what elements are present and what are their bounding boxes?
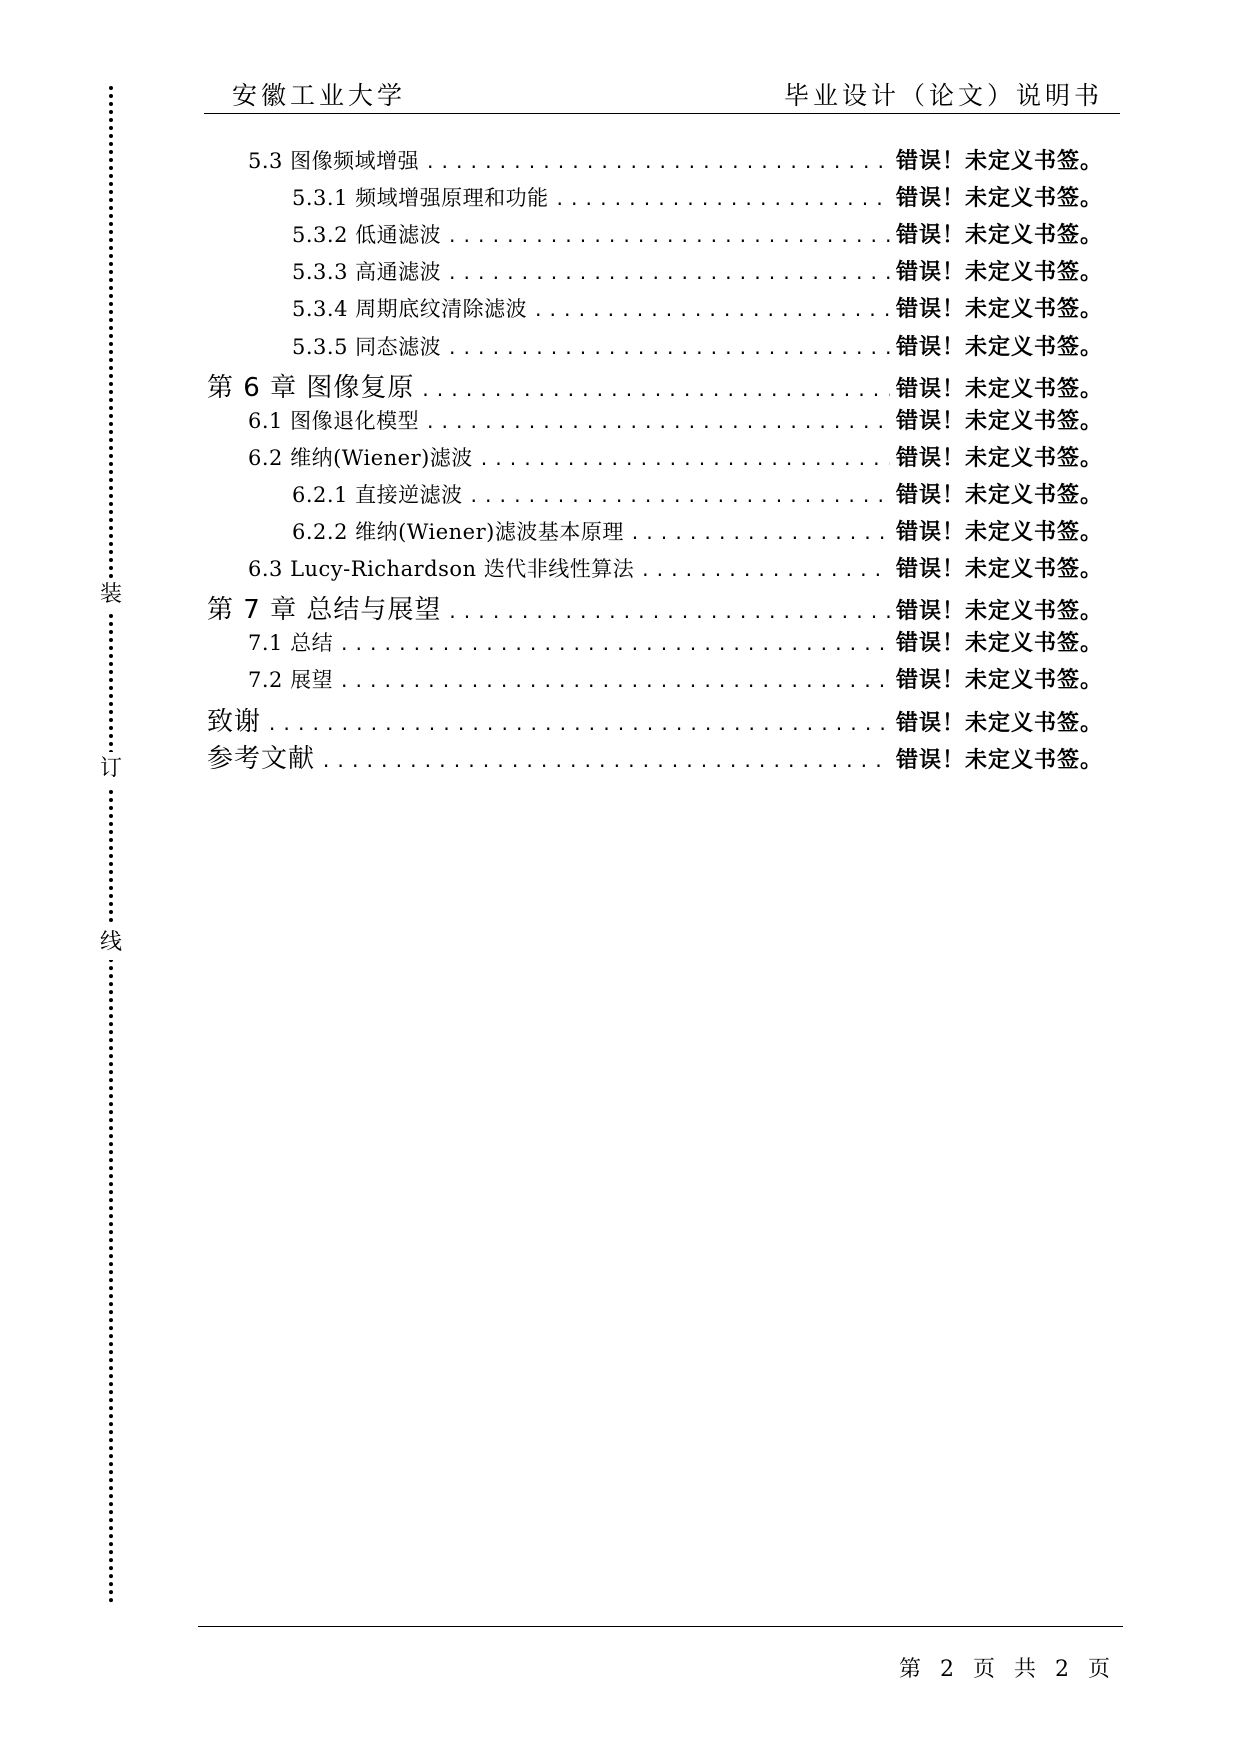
toc-entry[interactable] — [292, 292, 1103, 329]
toc-entry-page-ref: 错误！未定义书签。 — [895, 334, 1103, 360]
toc-entry[interactable] — [207, 367, 1103, 404]
binding-dotted-line — [109, 86, 113, 1604]
header-university: 安徽工业大学 — [232, 81, 407, 110]
toc-entry[interactable] — [292, 515, 1103, 552]
toc-entry-page-ref: 错误！未定义书签。 — [895, 223, 1103, 249]
toc-dot-leader — [339, 672, 890, 692]
toc-entry[interactable] — [248, 663, 1103, 700]
toc-entry-label: 第 6 章 图像复原 — [207, 372, 415, 403]
toc-entry-page-ref: 错误！未定义书签。 — [895, 482, 1103, 508]
toc-dot-leader — [425, 413, 890, 433]
toc-entry-page-ref: 错误！未定义书签。 — [895, 408, 1103, 434]
toc-entry-label: 5.3 图像频域增强 — [248, 149, 420, 173]
toc-entry-page-ref: 错误！未定义书签。 — [895, 149, 1103, 174]
page-number: 第 2 页 共 2 页 — [899, 1657, 1116, 1682]
toc-entry-label: 7.2 展望 — [248, 668, 334, 693]
toc-entry-label: 6.2.1 直接逆滤波 — [292, 482, 463, 507]
toc-dot-leader — [447, 264, 890, 284]
toc-dot-leader — [420, 381, 890, 401]
toc-entry-label: 5.3.3 高通滤波 — [292, 260, 442, 285]
toc-dot-leader — [267, 715, 890, 735]
toc-entry[interactable] — [248, 404, 1103, 441]
toc-entry[interactable] — [292, 330, 1103, 367]
toc-entry[interactable] — [248, 626, 1103, 663]
toc-entry-label: 5.3.4 周期底纹清除滤波 — [292, 297, 528, 322]
toc-entry-page-ref: 错误！未定义书签。 — [895, 520, 1103, 545]
toc-entry-label: 7.1 总结 — [248, 631, 334, 656]
toc-entry-label: 致谢 — [207, 706, 262, 737]
toc-entry[interactable] — [292, 478, 1103, 515]
toc-entry[interactable] — [248, 441, 1103, 478]
toc-dot-leader — [533, 301, 890, 321]
toc-entry-page-ref: 错误！未定义书签。 — [895, 376, 1103, 402]
toc-dot-leader — [339, 635, 890, 655]
binding-char-ding: 订 — [98, 752, 124, 786]
toc-entry-label: 5.3.1 频域增强原理和功能 — [292, 186, 549, 211]
header-rule — [204, 113, 1120, 114]
toc-entry-page-ref: 错误！未定义书签。 — [895, 668, 1103, 694]
toc-entry[interactable] — [292, 255, 1103, 292]
toc-dot-leader — [555, 190, 890, 210]
toc-entry[interactable] — [207, 589, 1103, 626]
binding-char-xian: 线 — [98, 926, 124, 960]
toc-dot-leader — [447, 227, 890, 247]
toc-dot-leader — [469, 487, 890, 507]
toc-entry[interactable] — [248, 552, 1103, 589]
toc-entry-label: 6.1 图像退化模型 — [248, 408, 420, 433]
toc-entry[interactable] — [248, 144, 1103, 181]
toc-dot-leader — [321, 752, 890, 772]
toc-dot-leader — [447, 603, 890, 623]
toc-entry-label: 5.3.5 同态滤波 — [292, 334, 442, 359]
toc-entry-page-ref: 错误！未定义书签。 — [895, 710, 1103, 736]
toc-entry-page-ref: 错误！未定义书签。 — [895, 445, 1103, 471]
toc-entry[interactable] — [292, 218, 1103, 255]
toc-dot-leader — [630, 524, 890, 544]
toc-entry-page-ref: 错误！未定义书签。 — [895, 599, 1103, 625]
toc-dot-leader — [425, 153, 890, 173]
toc-entry-label: 6.2.2 维纳(Wiener)滤波基本原理 — [292, 520, 624, 544]
toc-entry-page-ref: 错误！未定义书签。 — [895, 747, 1103, 773]
binding-char-zhuang: 装 — [98, 578, 124, 612]
footer-rule — [198, 1626, 1123, 1627]
toc-entry-page-ref: 错误！未定义书签。 — [895, 557, 1103, 583]
toc-entry-page-ref: 错误！未定义书签。 — [895, 186, 1103, 212]
toc-entry-page-ref: 错误！未定义书签。 — [895, 631, 1103, 657]
toc-entry[interactable] — [207, 701, 1103, 738]
header-doc-type: 毕业设计（论文）说明书 — [783, 81, 1103, 110]
toc-entry-label: 第 7 章 总结与展望 — [207, 595, 442, 626]
toc-entry[interactable] — [207, 738, 1103, 775]
toc-dot-leader — [447, 339, 890, 359]
toc-entry-label: 5.3.2 低通滤波 — [292, 223, 442, 248]
toc-entry-page-ref: 错误！未定义书签。 — [895, 260, 1103, 286]
toc-entry-label: 6.3 Lucy-Richardson 迭代非线性算法 — [248, 557, 635, 582]
toc-entry-label: 6.2 维纳(Wiener)滤波 — [248, 445, 473, 470]
toc-entry[interactable] — [292, 181, 1103, 218]
toc-dot-leader — [640, 561, 890, 581]
toc-entry-label: 参考文献 — [207, 743, 316, 774]
toc-entry-page-ref: 错误！未定义书签。 — [895, 297, 1103, 323]
toc-dot-leader — [479, 450, 890, 470]
